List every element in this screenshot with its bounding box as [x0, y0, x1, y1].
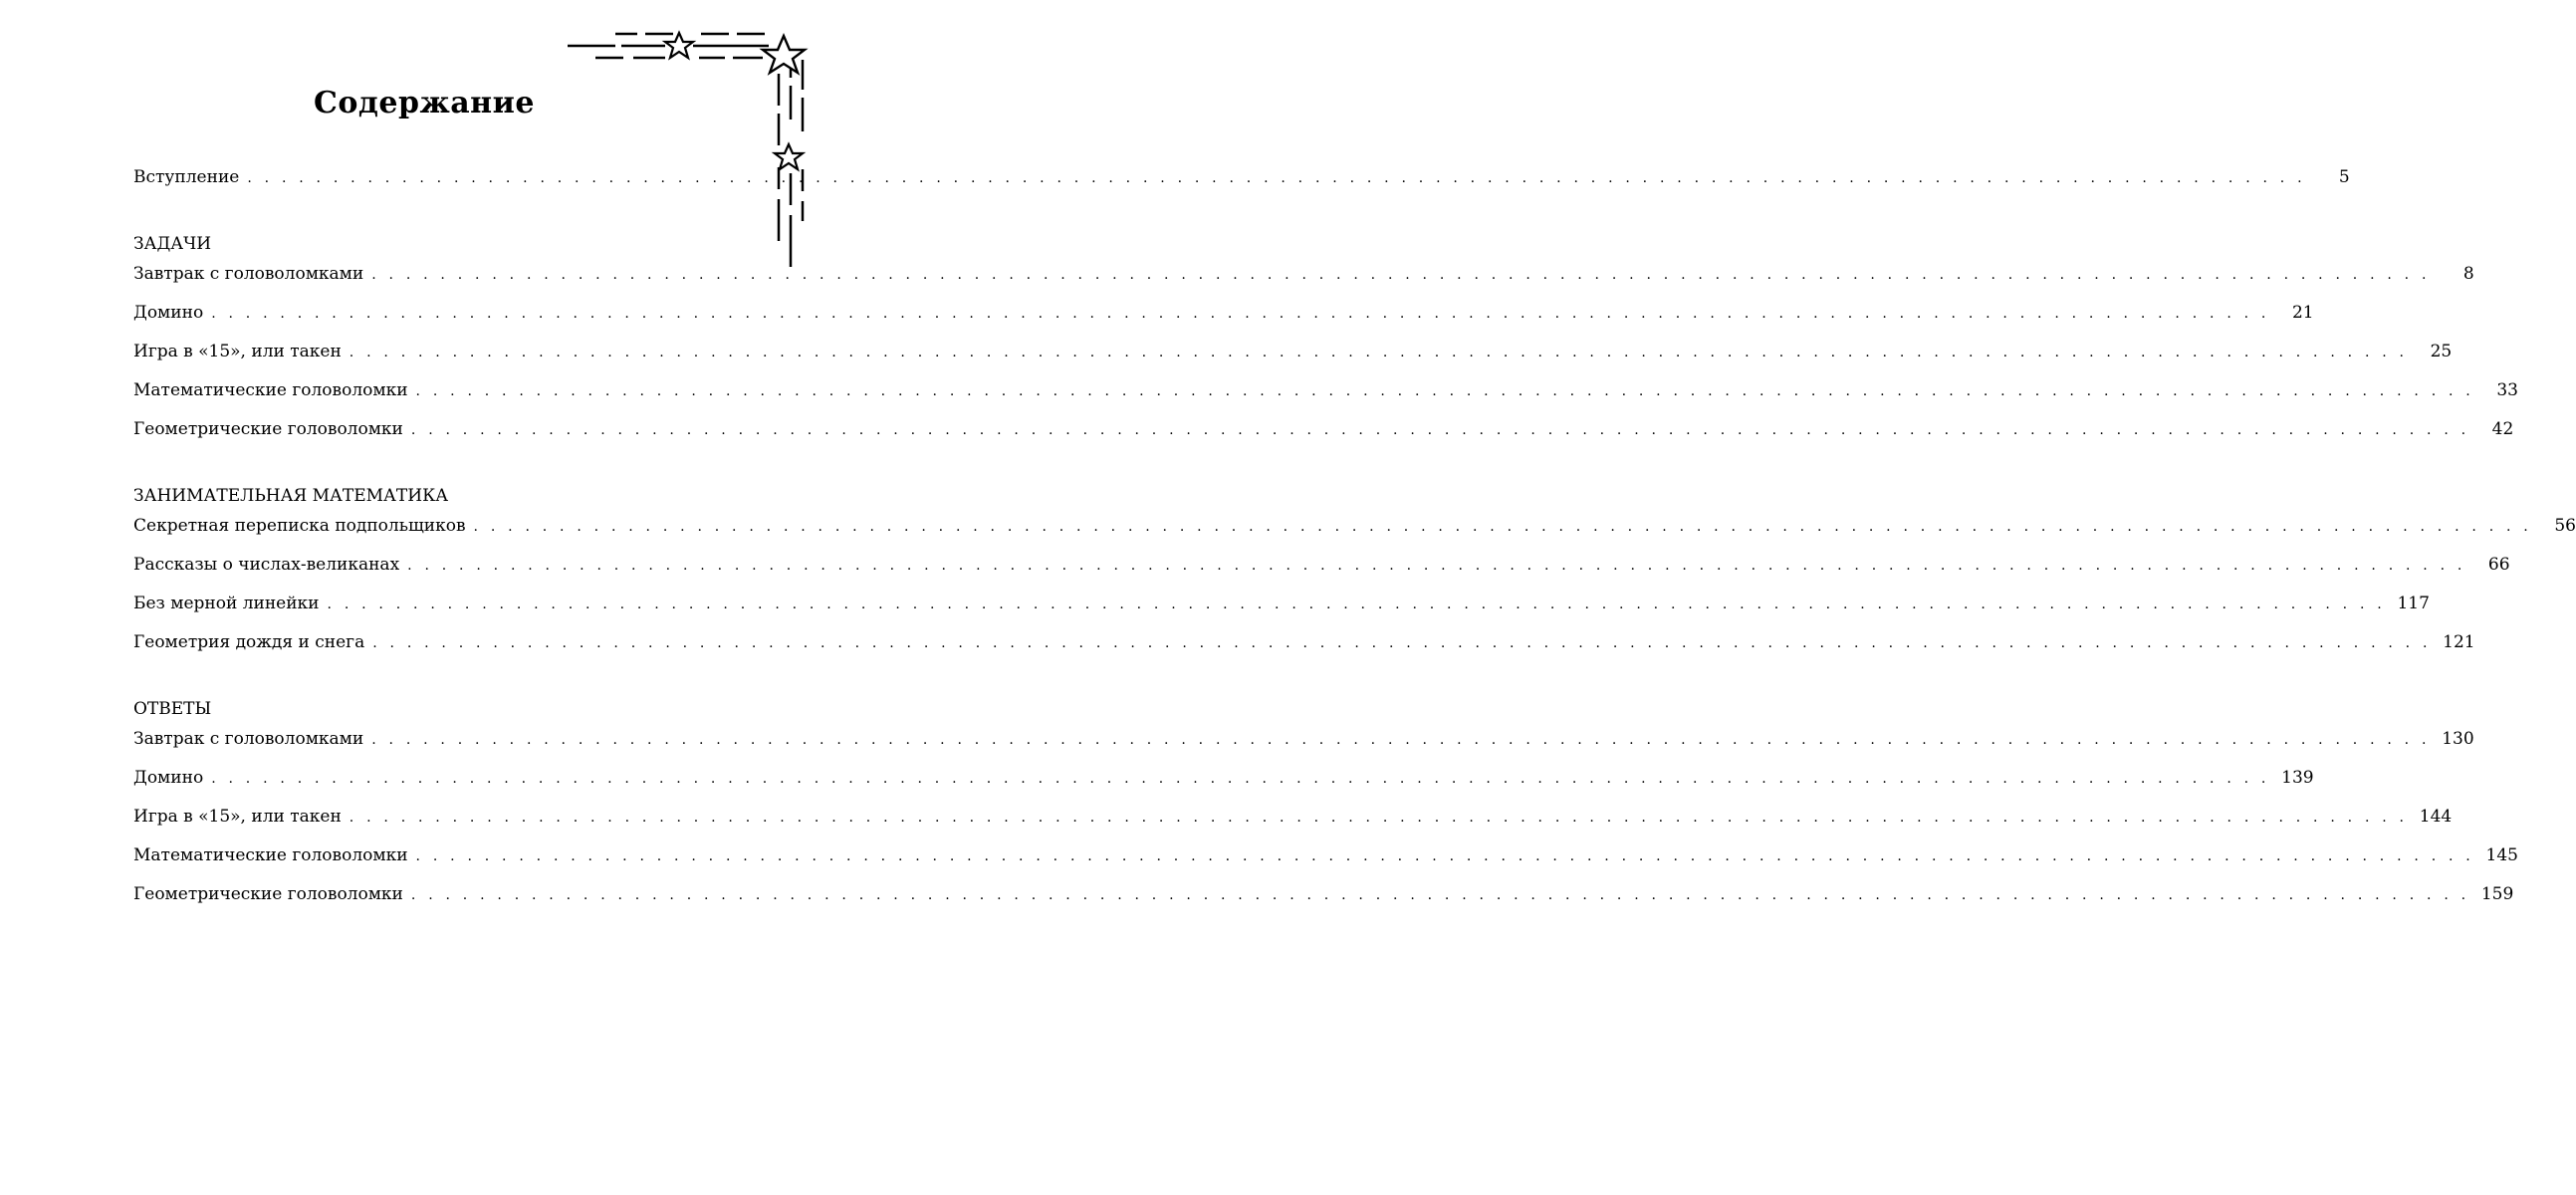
toc-entry-label: Секретная переписка подпольщиков — [133, 516, 466, 536]
toc-entry-label: Математические головоломки — [133, 845, 408, 865]
toc-entry-page-number: 33 — [2496, 380, 2518, 400]
toc-entry-label: Геометрия дождя и снега — [133, 632, 365, 652]
dot-leader: . . . . . . . . . . . . . . . . . . . . . . . . . . . . . . . . . . . . . . . . . . . . . . . . . . . . . . . . . . . . . . . . . . . . . . . . . . . . . . . . . . . . . . . . . . . . . . . . . . . . . . . . . . . . . . . . . . . . . . . . — [473, 519, 2532, 535]
toc-entry-page-number: 21 — [2291, 303, 2314, 323]
toc-entry-label: Вступление — [133, 167, 240, 187]
toc-entry — [133, 729, 2474, 768]
toc-entry-label: Рассказы о числах-великанах — [133, 555, 400, 575]
toc-entry-page-number: 42 — [2491, 419, 2514, 439]
dot-leader: . . . . . . . . . . . . . . . . . . . . . . . . . . . . . . . . . . . . . . . . . . . . . . . . . . . . . . . . . . . . . . . . . . . . . . . . . . . . . . . . . . . . . . . . . . . . . . . . . . . . . . . . . . . . . . . . . . . . . . . . — [247, 170, 2306, 186]
dot-leader: . . . . . . . . . . . . . . . . . . . . . . . . . . . . . . . . . . . . . . . . . . . . . . . . . . . . . . . . . . . . . . . . . . . . . . . . . . . . . . . . . . . . . . . . . . . . . . . . . . . . . . . . . . . . . . . . . . . . . . . . — [371, 732, 2431, 748]
dot-leader: . . . . . . . . . . . . . . . . . . . . . . . . . . . . . . . . . . . . . . . . . . . . . . . . . . . . . . . . . . . . . . . . . . . . . . . . . . . . . . . . . . . . . . . . . . . . . . . . . . . . . . . . . . . . . . . . . . . . . . . . — [211, 306, 2270, 322]
dot-leader: . . . . . . . . . . . . . . . . . . . . . . . . . . . . . . . . . . . . . . . . . . . . . . . . . . . . . . . . . . . . . . . . . . . . . . . . . . . . . . . . . . . . . . . . . . . . . . . . . . . . . . . . . . . . . . . . . . . . . . . . — [349, 810, 2409, 826]
toc-entry-page-number: 145 — [2485, 845, 2518, 865]
section-spacer — [133, 206, 713, 225]
toc-section-heading: ОТВЕТЫ — [133, 699, 212, 719]
toc-entry-label: Завтрак с головоломками — [133, 729, 364, 749]
dot-leader: . . . . . . . . . . . . . . . . . . . . . . . . . . . . . . . . . . . . . . . . . . . . . . . . . . . . . . . . . . . . . . . . . . . . . . . . . . . . . . . . . . . . . . . . . . . . . . . . . . . . . . . . . . . . . . . . . . . . . . . . — [211, 771, 2270, 787]
toc-entry — [133, 845, 2518, 884]
toc-entry-label: Завтрак с головоломками — [133, 264, 364, 284]
star-icon — [775, 144, 803, 169]
toc-entry-label: Геометрические головоломки — [133, 884, 403, 904]
toc-entry-label: Математические головоломки — [133, 380, 408, 400]
table-of-contents — [133, 167, 2576, 923]
toc-entry — [133, 516, 2576, 555]
toc-entry — [133, 768, 2314, 807]
toc-entry-page-number: 139 — [2281, 768, 2314, 788]
toc-entry — [133, 303, 2314, 342]
toc-entry-label: Игра в «15», или такен — [133, 342, 342, 361]
toc-entry-page-number: 159 — [2480, 884, 2514, 904]
toc-entry-page-number: 117 — [2397, 594, 2430, 613]
toc-entry — [133, 167, 2350, 206]
toc-entry — [133, 264, 2474, 303]
dot-leader: . . . . . . . . . . . . . . . . . . . . . . . . . . . . . . . . . . . . . . . . . . . . . . . . . . . . . . . . . . . . . . . . . . . . . . . . . . . . . . . . . . . . . . . . . . . . . . . . . . . . . . . . . . . . . . . . . . . . . . . . — [415, 383, 2474, 399]
toc-entry — [133, 594, 2430, 632]
dot-leader: . . . . . . . . . . . . . . . . . . . . . . . . . . . . . . . . . . . . . . . . . . . . . . . . . . . . . . . . . . . . . . . . . . . . . . . . . . . . . . . . . . . . . . . . . . . . . . . . . . . . . . . . . . . . . . . . . . . . . . . . — [372, 635, 2432, 651]
toc-entry-label: Домино — [133, 303, 204, 323]
toc-entry-page-number: 56 — [2554, 516, 2576, 536]
dot-leader: . . . . . . . . . . . . . . . . . . . . . . . . . . . . . . . . . . . . . . . . . . . . . . . . . . . . . . . . . . . . . . . . . . . . . . . . . . . . . . . . . . . . . . . . . . . . . . . . . . . . . . . . . . . . . . . . . . . . . . . . — [327, 597, 2386, 612]
dot-leader: . . . . . . . . . . . . . . . . . . . . . . . . . . . . . . . . . . . . . . . . . . . . . . . . . . . . . . . . . . . . . . . . . . . . . . . . . . . . . . . . . . . . . . . . . . . . . . . . . . . . . . . . . . . . . . . . . . . . . . . . — [410, 422, 2470, 438]
section-spacer — [133, 671, 713, 690]
toc-entry — [133, 807, 2453, 845]
toc-entry — [133, 342, 2453, 380]
toc-entry-page-number: 8 — [2462, 264, 2474, 284]
star-icon — [763, 36, 805, 73]
dot-leader: . . . . . . . . . . . . . . . . . . . . . . . . . . . . . . . . . . . . . . . . . . . . . . . . . . . . . . . . . . . . . . . . . . . . . . . . . . . . . . . . . . . . . . . . . . . . . . . . . . . . . . . . . . . . . . . . . . . . . . . . — [371, 267, 2431, 283]
toc-entry-page-number: 130 — [2442, 729, 2474, 749]
toc-entry-label: Домино — [133, 768, 204, 788]
toc-entry — [133, 555, 2510, 594]
dot-leader: . . . . . . . . . . . . . . . . . . . . . . . . . . . . . . . . . . . . . . . . . . . . . . . . . . . . . . . . . . . . . . . . . . . . . . . . . . . . . . . . . . . . . . . . . . . . . . . . . . . . . . . . . . . . . . . . . . . . . . . . — [349, 345, 2409, 360]
page-title: Содержание — [314, 86, 535, 120]
toc-entry-page-number: 25 — [2430, 342, 2453, 361]
toc-section-heading: ЗАНИМАТЕЛЬНАЯ МАТЕМАТИКА — [133, 486, 449, 506]
toc-entry-page-number: 5 — [2338, 167, 2350, 187]
toc-entry — [133, 419, 2514, 458]
dot-leader: . . . . . . . . . . . . . . . . . . . . . . . . . . . . . . . . . . . . . . . . . . . . . . . . . . . . . . . . . . . . . . . . . . . . . . . . . . . . . . . . . . . . . . . . . . . . . . . . . . . . . . . . . . . . . . . . . . . . . . . . — [410, 887, 2470, 903]
star-icon — [665, 33, 693, 58]
section-spacer — [133, 458, 713, 477]
ornament-horizontal-lines — [568, 34, 769, 58]
toc-entry-page-number: 66 — [2487, 555, 2510, 575]
toc-section-heading: ЗАДАЧИ — [133, 234, 212, 254]
dot-leader: . . . . . . . . . . . . . . . . . . . . . . . . . . . . . . . . . . . . . . . . . . . . . . . . . . . . . . . . . . . . . . . . . . . . . . . . . . . . . . . . . . . . . . . . . . . . . . . . . . . . . . . . . . . . . . . . . . . . . . . . — [415, 848, 2474, 864]
toc-entry — [133, 632, 2475, 671]
dot-leader: . . . . . . . . . . . . . . . . . . . . . . . . . . . . . . . . . . . . . . . . . . . . . . . . . . . . . . . . . . . . . . . . . . . . . . . . . . . . . . . . . . . . . . . . . . . . . . . . . . . . . . . . . . . . . . . . . . . . . . . . — [407, 558, 2466, 574]
toc-entry-page-number: 144 — [2419, 807, 2453, 827]
toc-entry-label: Игра в «15», или такен — [133, 807, 342, 827]
toc-entry-page-number: 121 — [2443, 632, 2475, 652]
toc-entry-label: Геометрические головоломки — [133, 419, 403, 439]
toc-entry — [133, 380, 2518, 419]
toc-entry — [133, 884, 2514, 923]
toc-entry-label: Без мерной линейки — [133, 594, 320, 613]
